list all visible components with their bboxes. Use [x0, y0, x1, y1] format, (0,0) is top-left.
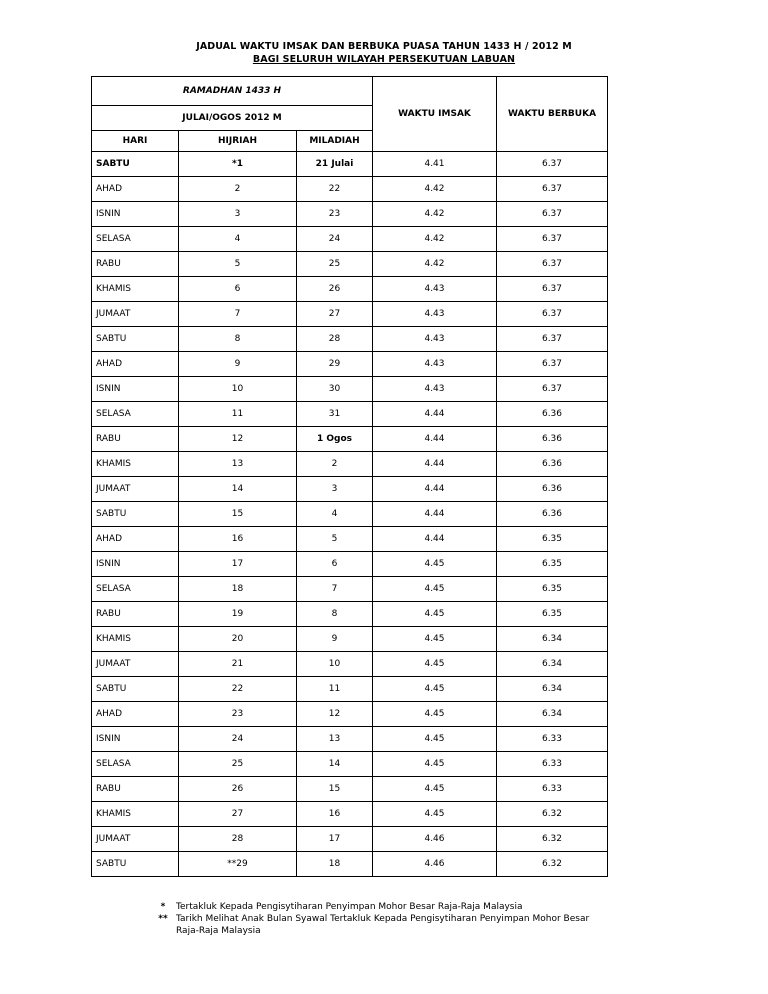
- berbuka-time-cell: 6.37: [497, 252, 608, 277]
- berbuka-time-cell: 6.32: [497, 802, 608, 827]
- table-row: [92, 577, 608, 602]
- table-row: [92, 327, 608, 352]
- table-row: [92, 777, 608, 802]
- berbuka-time-cell: 6.35: [497, 602, 608, 627]
- imsak-time-cell: 4.42: [373, 252, 497, 277]
- day-cell: JUMAAT: [92, 652, 179, 677]
- hijriah-cell: 4: [179, 227, 297, 252]
- day-cell: AHAD: [92, 352, 179, 377]
- miladiah-cell: 8: [297, 602, 373, 627]
- miladiah-cell: 9: [297, 627, 373, 652]
- day-cell: JUMAAT: [92, 827, 179, 852]
- miladiah-cell: 15: [297, 777, 373, 802]
- hijriah-cell: 24: [179, 727, 297, 752]
- berbuka-time-cell: 6.34: [497, 677, 608, 702]
- miladiah-cell: 24: [297, 227, 373, 252]
- imsak-time-cell: 4.42: [373, 227, 497, 252]
- table-row: [92, 527, 608, 552]
- hijriah-cell: 26: [179, 777, 297, 802]
- berbuka-time-cell: 6.33: [497, 777, 608, 802]
- table-row: [92, 377, 608, 402]
- day-cell: SELASA: [92, 227, 179, 252]
- table-row: [92, 452, 608, 477]
- table-row: [92, 152, 608, 177]
- hijriah-cell: 18: [179, 577, 297, 602]
- imsak-time-cell: 4.43: [373, 352, 497, 377]
- berbuka-time-cell: 6.36: [497, 402, 608, 427]
- imsak-time-cell: 4.44: [373, 477, 497, 502]
- table-row: [92, 202, 608, 227]
- berbuka-time-cell: 6.34: [497, 702, 608, 727]
- hijriah-cell: 2: [179, 177, 297, 202]
- hari-column-header: HARI: [92, 131, 179, 152]
- table-row: [92, 702, 608, 727]
- miladiah-cell: 16: [297, 802, 373, 827]
- miladiah-cell: 3: [297, 477, 373, 502]
- hijriah-cell: 10: [179, 377, 297, 402]
- berbuka-time-cell: 6.35: [497, 552, 608, 577]
- day-cell: SABTU: [92, 327, 179, 352]
- imsak-time-cell: 4.45: [373, 577, 497, 602]
- table-row: [92, 502, 608, 527]
- berbuka-column-header: WAKTU BERBUKA: [497, 77, 608, 152]
- imsak-time-cell: 4.43: [373, 327, 497, 352]
- imsak-time-cell: 4.43: [373, 277, 497, 302]
- imsak-time-cell: 4.42: [373, 177, 497, 202]
- footnote: [150, 901, 606, 913]
- miladiah-cell: 31: [297, 402, 373, 427]
- hijriah-cell: 16: [179, 527, 297, 552]
- hijriah-cell: 8: [179, 327, 297, 352]
- miladiah-cell: 26: [297, 277, 373, 302]
- berbuka-time-cell: 6.37: [497, 352, 608, 377]
- day-cell: ISNIN: [92, 377, 179, 402]
- miladiah-cell: 6: [297, 552, 373, 577]
- miladiah-cell: 23: [297, 202, 373, 227]
- berbuka-time-cell: 6.34: [497, 627, 608, 652]
- day-cell: SELASA: [92, 402, 179, 427]
- document-title: JADUAL WAKTU IMSAK DAN BERBUKA PUASA TAHUN 1433 H / 2012 M: [196, 41, 572, 52]
- berbuka-time-cell: 6.33: [497, 752, 608, 777]
- imsak-time-cell: 4.45: [373, 627, 497, 652]
- berbuka-time-cell: 6.36: [497, 477, 608, 502]
- miladiah-cell: 17: [297, 827, 373, 852]
- day-cell: SELASA: [92, 577, 179, 602]
- hijriah-cell: 13: [179, 452, 297, 477]
- berbuka-time-cell: 6.34: [497, 652, 608, 677]
- day-cell: KHAMIS: [92, 452, 179, 477]
- table-row: [92, 477, 608, 502]
- hijriah-cell: 11: [179, 402, 297, 427]
- hijriah-cell: 25: [179, 752, 297, 777]
- footnote-mark: *: [160, 902, 166, 912]
- document-subtitle: BAGI SELURUH WILAYAH PERSEKUTUAN LABUAN: [252, 54, 516, 65]
- miladiah-cell: 14: [297, 752, 373, 777]
- imsak-time-cell: 4.44: [373, 527, 497, 552]
- day-cell: KHAMIS: [92, 627, 179, 652]
- hijriah-cell: 7: [179, 302, 297, 327]
- table-row: [92, 552, 608, 577]
- day-cell: JUMAAT: [92, 302, 179, 327]
- table-row: [92, 252, 608, 277]
- miladiah-cell: 4: [297, 502, 373, 527]
- imsak-time-cell: 4.44: [373, 402, 497, 427]
- berbuka-time-cell: 6.37: [497, 327, 608, 352]
- berbuka-time-cell: 6.37: [497, 302, 608, 327]
- imsak-time-cell: 4.45: [373, 552, 497, 577]
- ramadhan-header: RAMADHAN 1433 H: [92, 77, 373, 106]
- table-row: [92, 727, 608, 752]
- day-cell: SABTU: [92, 152, 179, 177]
- table-row: [92, 302, 608, 327]
- table-row: [92, 652, 608, 677]
- hijriah-cell: 17: [179, 552, 297, 577]
- imsak-time-cell: 4.46: [373, 852, 497, 877]
- table-row: [92, 827, 608, 852]
- hijriah-cell: 19: [179, 602, 297, 627]
- hijriah-cell: 15: [179, 502, 297, 527]
- imsak-time-cell: 4.45: [373, 777, 497, 802]
- imsak-time-cell: 4.42: [373, 202, 497, 227]
- table-row: [92, 227, 608, 252]
- table-row: [92, 752, 608, 777]
- day-cell: AHAD: [92, 527, 179, 552]
- berbuka-time-cell: 6.35: [497, 527, 608, 552]
- hijriah-cell: 22: [179, 677, 297, 702]
- berbuka-time-cell: 6.37: [497, 277, 608, 302]
- miladiah-cell: 7: [297, 577, 373, 602]
- day-cell: SABTU: [92, 677, 179, 702]
- day-cell: RABU: [92, 777, 179, 802]
- day-cell: SELASA: [92, 752, 179, 777]
- day-cell: KHAMIS: [92, 802, 179, 827]
- imsak-time-cell: 4.45: [373, 752, 497, 777]
- berbuka-time-cell: 6.37: [497, 377, 608, 402]
- hijriah-cell: 14: [179, 477, 297, 502]
- miladiah-cell: 18: [297, 852, 373, 877]
- berbuka-time-cell: 6.36: [497, 502, 608, 527]
- miladiah-cell: 13: [297, 727, 373, 752]
- berbuka-time-cell: 6.33: [497, 727, 608, 752]
- imsak-time-cell: 4.41: [373, 152, 497, 177]
- berbuka-time-cell: 6.37: [497, 227, 608, 252]
- miladiah-column-header: MILADIAH: [297, 131, 373, 152]
- hijriah-cell: **29: [179, 852, 297, 877]
- imsak-time-cell: 4.45: [373, 602, 497, 627]
- hijriah-cell: 28: [179, 827, 297, 852]
- footnote-text: Tarikh Melihat Anak Bulan Syawal Tertakluk Kepada Pengisytiharan Penyimpan Mohor Besar Raja-Raja Malaysia: [176, 914, 590, 936]
- month-header: JULAI/OGOS 2012 M: [92, 106, 373, 131]
- footnote: [150, 913, 606, 937]
- imsak-time-cell: 4.45: [373, 652, 497, 677]
- imsak-time-cell: 4.43: [373, 377, 497, 402]
- table-row: [92, 352, 608, 377]
- imsak-time-cell: 4.45: [373, 802, 497, 827]
- miladiah-cell: 5: [297, 527, 373, 552]
- miladiah-cell: 12: [297, 702, 373, 727]
- miladiah-cell: 30: [297, 377, 373, 402]
- day-cell: AHAD: [92, 702, 179, 727]
- hijriah-cell: 23: [179, 702, 297, 727]
- footnotes: [150, 901, 606, 937]
- miladiah-cell: 28: [297, 327, 373, 352]
- miladiah-cell: 22: [297, 177, 373, 202]
- berbuka-time-cell: 6.37: [497, 202, 608, 227]
- hijriah-cell: 20: [179, 627, 297, 652]
- day-cell: RABU: [92, 602, 179, 627]
- table-row: [92, 177, 608, 202]
- imsak-time-cell: 4.45: [373, 702, 497, 727]
- hijriah-cell: 27: [179, 802, 297, 827]
- table-row: [92, 602, 608, 627]
- day-cell: ISNIN: [92, 727, 179, 752]
- berbuka-time-cell: 6.36: [497, 427, 608, 452]
- day-cell: SABTU: [92, 502, 179, 527]
- imsak-time-cell: 4.44: [373, 427, 497, 452]
- miladiah-cell: 21 Julai: [297, 152, 373, 177]
- imsak-column-header: WAKTU IMSAK: [373, 77, 497, 152]
- miladiah-cell: 25: [297, 252, 373, 277]
- table-row: [92, 677, 608, 702]
- hijriah-column-header: HIJRIAH: [179, 131, 297, 152]
- day-cell: JUMAAT: [92, 477, 179, 502]
- day-cell: AHAD: [92, 177, 179, 202]
- miladiah-cell: 11: [297, 677, 373, 702]
- table-row: [92, 402, 608, 427]
- table-row: [92, 627, 608, 652]
- imsak-time-cell: 4.43: [373, 302, 497, 327]
- hijriah-cell: 5: [179, 252, 297, 277]
- imsak-time-cell: 4.44: [373, 452, 497, 477]
- hijriah-cell: 21: [179, 652, 297, 677]
- miladiah-cell: 29: [297, 352, 373, 377]
- hijriah-cell: 6: [179, 277, 297, 302]
- imsak-time-cell: 4.45: [373, 677, 497, 702]
- miladiah-cell: 1 Ogos: [297, 427, 373, 452]
- berbuka-time-cell: 6.35: [497, 577, 608, 602]
- imsak-time-cell: 4.45: [373, 727, 497, 752]
- imsak-time-cell: 4.44: [373, 502, 497, 527]
- day-cell: RABU: [92, 252, 179, 277]
- day-cell: ISNIN: [92, 552, 179, 577]
- schedule-table: [91, 76, 608, 877]
- table-row: [92, 427, 608, 452]
- table-row: [92, 802, 608, 827]
- miladiah-cell: 27: [297, 302, 373, 327]
- miladiah-cell: 10: [297, 652, 373, 677]
- day-cell: SABTU: [92, 852, 179, 877]
- miladiah-cell: 2: [297, 452, 373, 477]
- berbuka-time-cell: 6.32: [497, 852, 608, 877]
- footnote-mark: **: [158, 914, 168, 924]
- table-row: [92, 852, 608, 877]
- footnote-text: Tertakluk Kepada Pengisytiharan Penyimpan Mohor Besar Raja-Raja Malaysia: [176, 902, 523, 912]
- berbuka-time-cell: 6.36: [497, 452, 608, 477]
- berbuka-time-cell: 6.37: [497, 177, 608, 202]
- hijriah-cell: 9: [179, 352, 297, 377]
- day-cell: RABU: [92, 427, 179, 452]
- hijriah-cell: 12: [179, 427, 297, 452]
- day-cell: ISNIN: [92, 202, 179, 227]
- table-row: [92, 277, 608, 302]
- berbuka-time-cell: 6.32: [497, 827, 608, 852]
- hijriah-cell: 3: [179, 202, 297, 227]
- berbuka-time-cell: 6.37: [497, 152, 608, 177]
- day-cell: KHAMIS: [92, 277, 179, 302]
- hijriah-cell: *1: [179, 152, 297, 177]
- imsak-time-cell: 4.46: [373, 827, 497, 852]
